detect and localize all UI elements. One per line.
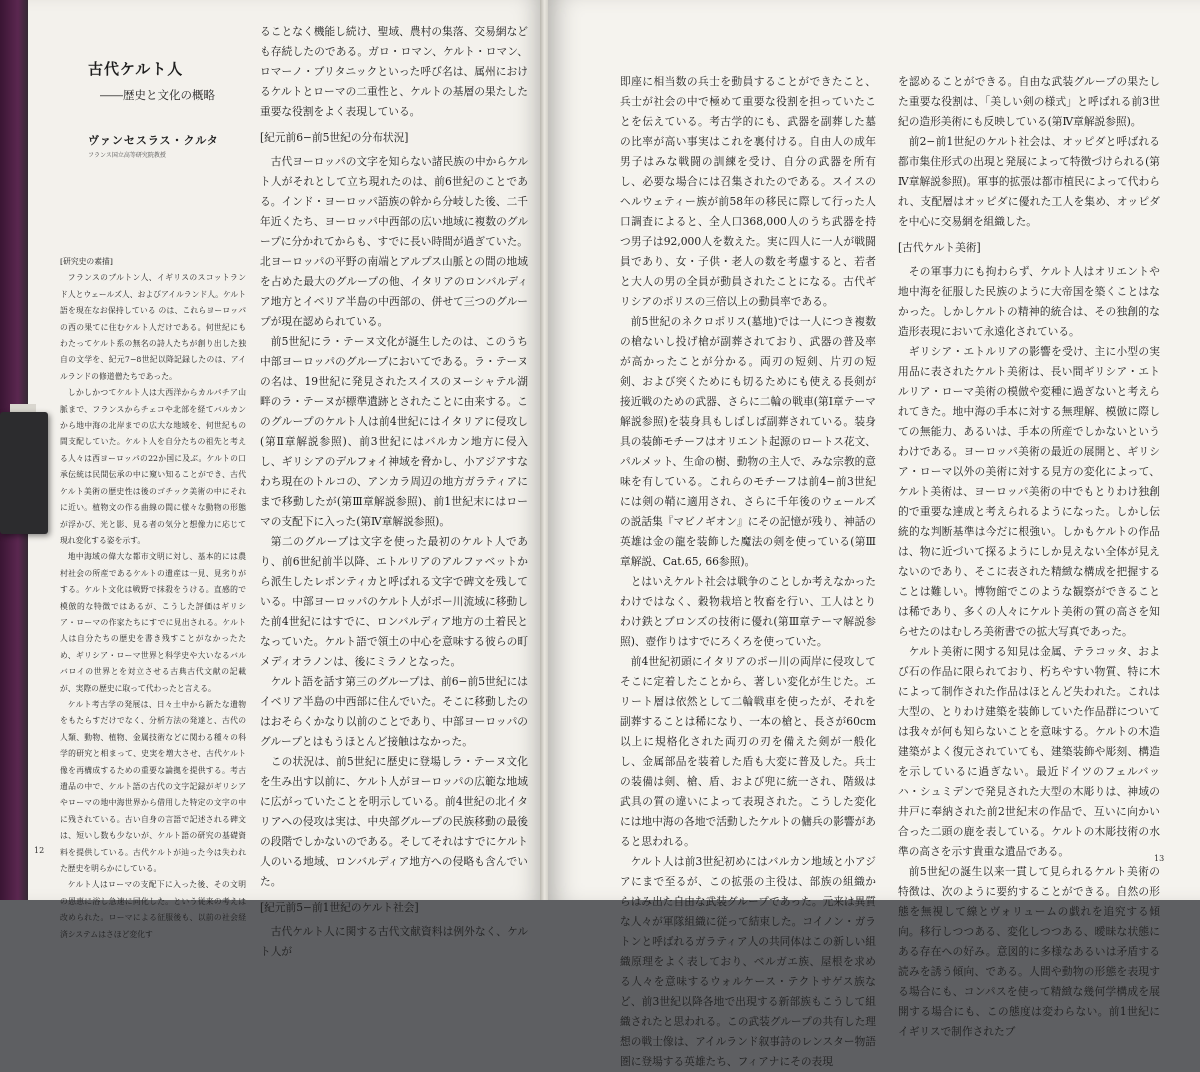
section-heading: [紀元前6−前5世紀の分布状況] (260, 131, 409, 144)
right-column-1 (620, 72, 876, 1072)
binder-clip (0, 412, 48, 534)
paragraph: 前5世紀の誕生以来一貫して見られるケルト美術の特徴は、次のように要約することができる。自然の形態を無視して線とヴォリュームの戯れを追究する傾向。移行しつつある、変化しつつある、曖昧な状態にある存在への好み。意図的に多様なあるいは矛盾する読みを誘う傾向、である。人間や動物の形態を表現する場合にも、コンパスを使って精緻な幾何学構成を展開する場合にも、この態度は変わらない。前1世紀にイギリスで制作されたブ (898, 865, 1160, 1038)
section-heading: [紀元前5−前1世紀のケルト社会] (260, 901, 419, 914)
paragraph: 前2−前1世紀のケルト社会は、オッピダと呼ばれる都市集住形式の出現と発展によって特徴づけられる(第Ⅳ章解説参照)。軍事的拡張は都市植民によって代わられ、支配層はオッピダに優れた工人を集め、オッピダを中心に交易網を組織した。 (898, 135, 1160, 228)
title-block (88, 58, 278, 103)
right-column-2 (898, 72, 1160, 1042)
paragraph: ることなく機能し続け、聖域、農村の集落、交易網なども存続したのである。ガロ・ロマン、ケルト・ロマン、ロマーノ・ブリタニックといった呼び名は、属州におけるケルトとローマの二重性と、ケルトの基層の果たした重要な役割をよく表現している。 (260, 25, 528, 118)
paragraph: を認めることができる。自由な武装グループの果たした重要な役割は、「美しい剣の様式」と呼ばれる前3世紀の造形美術にも反映している(第Ⅳ章解説参照)。 (898, 75, 1160, 128)
right-page (548, 0, 1200, 1068)
paragraph: 前5世紀のネクロポリス(墓地)では一人につき複数の槍ないし投げ槍が副葬されており、武器の普及率が高かったことが分かる。両刃の短剣、片刃の短剣、および突くためにも切るためにも使える長剣が接近戦のための武器、さらに二輪の戦車(第Ⅰ章テーマ解説参照)を装身具もしばしば副葬されている。装身具の装飾モチーフはオリエント起源のロートス花文、パルメット、生命の樹、動物の主人で、みな宗教的意味を有している。これらのモチーフは前4−前3世紀には剣の鞘に適用され、さらに千年後のウェールズの説話集『マビノギオン』にその記憶が残り、神話の英雄は金の龍を装飾した魔法の剣を使っている(第Ⅲ章解説、Cat.65, 66参照)。 (620, 315, 876, 568)
page-number-left: 12 (34, 846, 45, 855)
article-subtitle: ――歴史と文化の概略 (100, 88, 215, 102)
author-affiliation: フランス国立高等研究院教授 (88, 152, 166, 159)
paragraph: とはいえケルト社会は戦争のことしか考えなかったわけではなく、穀物栽培と牧畜を行い、工人はとりわけ鉄とブロンズの技術に優れ(第Ⅲ章テーマ解説参照)、壺作りはすでにろくろを使っていた。 (620, 575, 876, 648)
article-title: 古代ケルト人 (88, 60, 184, 78)
paragraph: この状況は、前5世紀に歴史に登場しラ・テーヌ文化を生み出す以前に、ケルト人がヨーロッパの広範な地域に広がっていたことを明示している。前4世紀の北イタリアへの侵攻は実は、中央部グループの民族移動の最後の段階でしかないのである。そしてそれはすでにケルト人のいる地域、ロンバルディア地方への侵略も含んでいた。 (260, 755, 528, 888)
paragraph: 古代ケルト人に関する古代文献資料は例外なく、ケルト人が (260, 925, 528, 958)
section-heading: [古代ケルト美術] (898, 241, 981, 254)
author-name: ヴァンセスラス・クルタ (88, 134, 219, 147)
paragraph: 第二のグループは文字を使った最初のケルト人であり、前6世紀前半以降、エトルリアのアルファベットから派生したレポンティカと呼ばれる文字で碑文を残している。中部ヨーロッパのケルト人がポー川流域に移動した前4世紀にはすでに、ロンバルディア地方の土着民となっていた。ケルト語で領土の中心を意味する彼らの町メディオラノンは、後にミラノとなった。 (260, 535, 528, 668)
paragraph: ケルト語を話す第三のグループは、前6−前5世紀にはイベリア半島の中西部に住んでいた。そこに移動したのはおそらくかなり以前のことであり、中部ヨーロッパのグループとはもうほとんど接触はなかった。 (260, 675, 528, 748)
page-number-right: 13 (1154, 854, 1165, 863)
paragraph: 即座に相当数の兵士を動員することができたこと、兵士が社会の中で極めて重要な役割を担っていたことを伝えている。考古学的にも、武器を副葬した墓の比率が高い事実はこれを裏付ける。自由人の成年男子はみな戦闘の訓練を受け、自分の武器を所有し、必要な場合には召集されたのである。スイスのヘルウェティー族が前58年の移民に際して行った人口調査によると、全人口368,000人のうち武器を持つ男子は92,000人を数えた。実に四人に一人が戦闘員であり、女・子供・老人の数を考慮すると、若者と大人の男の全員が動員されたことになる。古代ギリシアのポリスの三倍以上の動員率である。 (620, 75, 876, 308)
paragraph: 前4世紀初頭にイタリアのポー川の両岸に侵攻してそこに定着したことから、著しい変化が生じた。エリート層は依然として二輪戦車を使ったが、それを副葬することは稀になり、一本の槍と、長さが60cm以上に規格化された両刃の刃を備えた剣が一般化し、金属部品を装着した盾も大変に普及した。兵士の装備は剣、槍、盾、および兜に統一され、階級は武具の質の違いによって表現された。こうした変化には地中海の各地で活動したケルトの傭兵の影響があると思われる。 (620, 655, 876, 848)
paragraph: 地中海域の偉大な都市文明に対し、基本的には農村社会の所産であるケルトの遺産は一見、見劣りがする。ケルト文化は戦野で抹殺をうける。直感的で模倣的な特徴ではあるが、こうした評価はギリシア・ローマの作家たちにすでに見出される。ケルト人は自分たちの歴史を書き残すことがなかったため、ギリシア・ローマ世界と科学史や大いなるバルバロイの世界とを対立させる古典古代文献の記載が、実際の歴史に取って代わったと言える。 (60, 552, 246, 693)
section-heading: [研究史の素描] (60, 257, 113, 266)
paragraph: ケルト人はローマの支配下に入った後、その文明の恩恵に浴し急速に同化した。という従来の考えは改められた。ローマによる征服後も、以前の社会経済システムはさほど変化す (60, 880, 246, 939)
paragraph: フランスのブルトン人、イギリスのスコットランド人とウェールズ人、およびアイルランド人。ケルト語を現在なお保持している のは、これらヨーロッパの西の果てに住むケルト人だけである。何世紀にもわたってケルト系の無名の詩人たちが創り出した独自の文学を、紀元7−8世紀以降記録したのは、アイルランドの修道僧たちであった。 (60, 273, 246, 381)
paragraph: ケルト考古学の発展は、日々土中から新たな遺物をもたらすだけでなく、分析方法の発達と、古代の人類、動物、植物、金属技術などに関わる種々の科学的研究と相まって、史実を増大させ、古代ケルト像を再構成するための重要な論拠を提供する。考古遺品の中で、ケルト語の古代の文字記録がギリシアやローマの地中海世界から借用した特定の文字の中に残されている。古い自身の言語で記述される碑文は、短いし数も少ないが、ケルト語の研究の基礎資料を提供している。古代ケルトが辿った今は失われた歴史を明らかにしている。 (60, 699, 246, 874)
paragraph: ケルト人は前3世紀初めにはバルカン地域と小アジアにまで至るが、この拡張の主役は、部族の組織からはみ出た自由な武装グループであった。元来は異質な人々が軍隊組織に従って結束した。コイノン・ガラトンと呼ばれるガラティア人の共同体はこの新しい組織原理をよく表しており、ベルガエ族、屋根を求める人々を意味するウォルケース・テクトサゲス族など、前3世紀以降各地で出現する新部族もこうして組織されたと思われる。この武装グループの共有した理想の戦士像は、アイルランド叙事詩のレンスター物語圏に登場する英雄たち、フィアナにその表現 (620, 855, 876, 1068)
paragraph: その軍事力にも拘わらず、ケルト人はオリエントや地中海を征服した民族のように大帝国を築くことはなかった。しかしケルトの精神的統合は、その独創的な造形表現において永遠化されている。 (898, 265, 1160, 338)
left-page (28, 0, 542, 958)
left-narrow-column (60, 254, 246, 943)
paragraph: 前5世紀にラ・テーヌ文化が誕生したのは、このうち中部ヨーロッパのグループにおいてである。ラ・テーヌの名は、19世紀に発見されたスイスのヌーシャテル湖畔のラ・テーヌが標準遺跡とされたことに由来する。このグループのケルト人は前4世紀にはイタリアに侵攻し(第Ⅱ章解説参照)、前3世紀にはバルカン地方に侵入し、ギリシアのデルフォイ神域を脅かし、小アジアすなわち現在のトルコの、アンカラ周辺の地方ガラティアにまで移動したが(第Ⅲ章解説参照)、前1世紀末にはローマの支配下に入った(第Ⅳ章解説参照)。 (260, 335, 528, 528)
paragraph: ケルト美術に関する知見は金属、テラコッタ、および石の作品に限られており、朽ちやすい物質、特に木によって制作された作品はほとんど失われた。これは大型の、とりわけ建築を装飾していた作品群については我々が何も知らないことを意味する。ケルトの木造建築がよく復元されていても、建築装飾や彫刻、構造を示しているに過ぎない。最近ドイツのフェルバッハ・シュミデンで発見された大型の木彫りは、神域の井戸に奉納された前2世紀末の作品で、互いに向かい合った二頭の鹿を表している。ケルトの木彫技術の水準の高さを示す貴重な遺品である。 (898, 645, 1160, 858)
paragraph: ギリシア・エトルリアの影響を受け、主に小型の実用品に表されたケルト美術は、長い間ギリシア・エトルリア・ローマ美術の模倣や変種に過ぎないと考えられてきた。地中海の手本に対する無理解、模倣に際しての無能力、あるいは、手本の所産でしかないというわけである。ヨーロッパ美術の最近の展開と、ギリシア・ローマ以外の美術に対する見方の変化によって、ケルト美術は、ヨーロッパ美術の中でもとりわけ独創的で重要な達成と考えられるようになった。しかし伝統的な判断基準は今だに根強い。しかもケルトの作品は、物に近づいて探るようにしか見えない全体が見えないのであり、そこに表された精緻な構成を把握することは難しい。博物館でこのような観察ができることは稀であり、多くの人々にケルト美術の質の高さを知らせたのはむしろ美術書での拡大写真であった。 (898, 345, 1160, 638)
paragraph: しかしかつてケルト人は大西洋からカルパチア山脈まで、フランスからチェコや北部を経てバルカンから地中海の北岸までの広大な地域を、何世紀もの間支配していた。ケルト人を自分たちの祖先と考える人々は西ヨーロッパの22か国に及ぶ。ケルトの口承伝統は民間伝承の中に窺い知ることができ、古代ケルト美術の歴史性は後のゴチック美術の中にそれに近い。植物文の作る曲線の間に様々な動物の形態が浮かび、光と影、見る者の気分と想像力に応じて現れ変化する姿を示す。 (60, 388, 246, 545)
left-main-column (260, 22, 528, 962)
paragraph: 古代ヨーロッパの文字を知らない諸民族の中からケルト人がそれとして立ち現れたのは、前6世紀のことである。インド・ヨーロッパ語族の幹から分岐した後、二千年近くたち、ヨーロッパ中西部の広い地域に複数のグループに分かれてからも、すでに長い時間が過ぎていた。北ヨーロッパの平野の南端とアルプス山脈との間の地域を占めた最大のグループの他、イタリアのロンバルディア地方とイベリア半島の中西部の、併せて三つのグループが現在認められている。 (260, 155, 528, 328)
